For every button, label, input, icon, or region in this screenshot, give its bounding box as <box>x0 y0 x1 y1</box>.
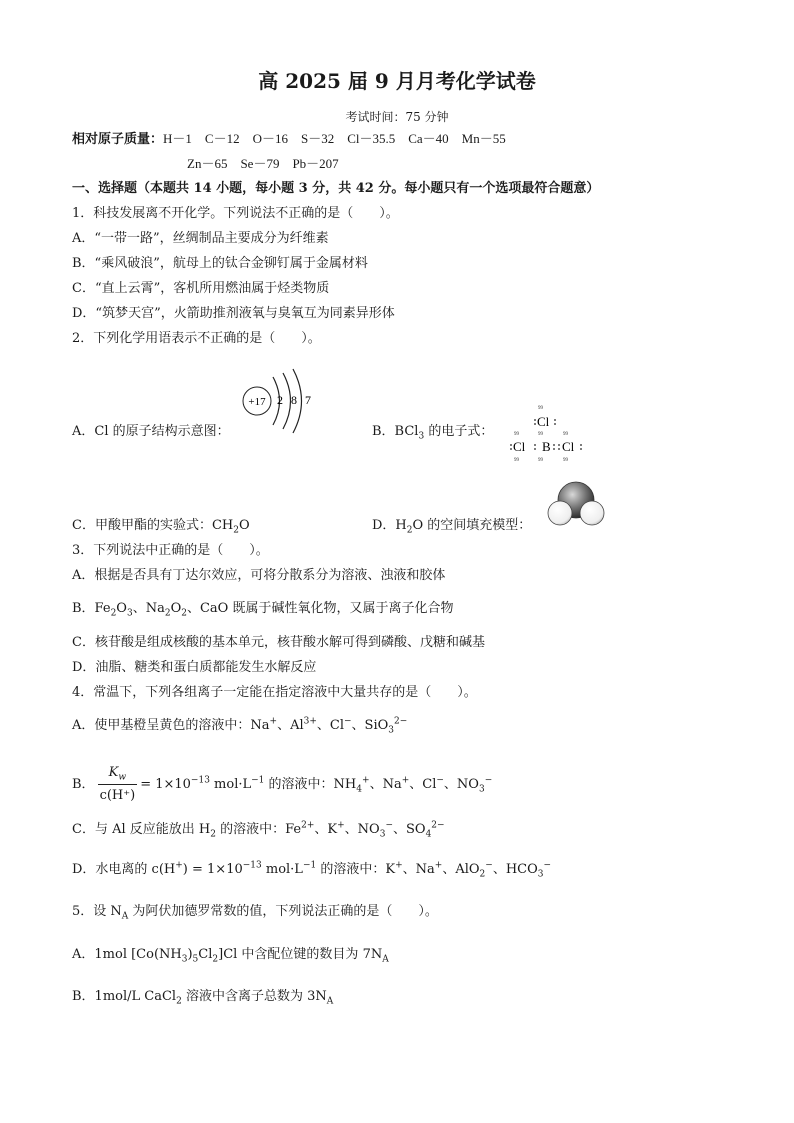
bcl3-boron: B <box>542 439 551 454</box>
svg-text:99: 99 <box>538 406 543 411</box>
water-space-filling-model <box>545 480 607 530</box>
q4-option-b: B． $\frac{K_w}{c(H^+)}$ = $1\times 10^{-13}$ $mol\cdot L^{-1}$ 的溶液中：$NH_4^+$、Na+、Cl−、$NO_3^-$ <box>72 762 492 807</box>
svg-text:99: 99 <box>538 458 543 463</box>
bcl3-cl-top: Cl <box>537 414 550 429</box>
section-heading: 一、选择题（本题共 14 小题，每小题 3 分，共 42 分。每小题只有一个选项最符合题意） <box>72 181 600 196</box>
svg-text:99: 99 <box>538 432 543 437</box>
exam-time: 考试时间：75 分钟 <box>345 110 449 124</box>
q3-option-b: B．$Fe_2O_3$、$Na_2O_2$、CaO 既属于碱性氧化物，又属于离子化合物 <box>72 601 454 619</box>
q2-stem: 2．下列化学用语表示不正确的是（ ）。 <box>72 331 321 346</box>
q2-option-a-label: A．Cl 的原子结构示意图： <box>72 424 230 439</box>
svg-text:99: 99 <box>563 458 568 463</box>
q2-option-c: C．甲酸甲酯的实验式：$CH_2O$ <box>72 518 250 536</box>
q2-option-b-label: B．BCl$_3$ 的电子式： <box>372 424 494 442</box>
cl-atom-structure-diagram <box>238 366 328 442</box>
cl-nucleus-charge: +17 <box>248 396 266 408</box>
svg-text:99: 99 <box>563 432 568 437</box>
svg-text:99: 99 <box>514 432 519 437</box>
q3-option-c: C．核苷酸是组成核酸的基本单元，核苷酸水解可得到磷酸、戊糖和碱基 <box>72 635 485 650</box>
q4-option-a: A．使甲基橙呈黄色的溶液中：Na+、$Al^{3+}$、Cl−、SiO$_3^{2-}$ <box>72 716 408 736</box>
q4-option-d: D．水电离的 $c(H^+) = 1\times 10^{-13}$ $mol\cdot L^{-1}$ 的溶液中：K+、Na+、AlO$_2$−、$HCO_3^-$ <box>72 860 552 880</box>
q5-option-b: B．1mol/L CaCl$_2$ 溶液中含离子总数为 $3N_A$ <box>72 989 334 1007</box>
bcl3-cl-right: Cl <box>562 439 575 454</box>
atomic-mass-values-1: H－1 C－12 O－16 S－32 Cl－35.5 Ca－40 Mn－55 <box>163 131 506 146</box>
q4-option-c: C．与 Al 反应能放出 $H_2$ 的溶液中：$Fe^{2+}$、K+、$NO_3^-$、$SO_4^{2-}$ <box>72 820 445 840</box>
svg-text:99: 99 <box>514 458 519 463</box>
q5-stem: 5．设 $N_A$ 为阿伏加德罗常数的值，下列说法正确的是（ ）。 <box>72 904 438 922</box>
q1-stem: 1．科技发展离不开化学。下列说法不正确的是（ ）。 <box>72 206 399 221</box>
q1-option-b: B．“乘风破浪”，航母上的钛合金铆钉属于金属材料 <box>72 256 368 271</box>
q5-option-a: A．1mol $[Co(NH_3)_5Cl_2]Cl$ 中含配位键的数目为 $7N_A$ <box>72 947 389 965</box>
q4-stem: 4．常温下，下列各组离子一定能在指定溶液中大量共存的是（ ）。 <box>72 685 477 700</box>
q3-stem: 3．下列说法中正确的是（ ）。 <box>72 543 269 558</box>
atomic-mass-row-2: Zn－65 Se－79 Pb－207 <box>187 156 339 171</box>
exam-title: 高 2025 届 9 月月考化学试卷 <box>258 69 536 93</box>
q1-option-a: A．“一带一路”，丝绸制品主要成分为纤维素 <box>72 231 329 246</box>
q1-option-c: C．“直上云霄”，客机所用燃油属于烃类物质 <box>72 281 330 296</box>
q2-option-d: D．$H_2O$ 的空间填充模型： <box>372 518 532 536</box>
q3-option-a: A．根据是否具有丁达尔效应，可将分散系分为溶液、浊液和胶体 <box>72 568 446 583</box>
atomic-mass-label: 相对原子质量： <box>72 132 164 147</box>
cl-shell-2: 8 <box>291 393 297 407</box>
bcl3-electron-formula <box>497 402 589 466</box>
cl-shell-1: 2 <box>277 393 283 407</box>
cl-shell-3: 7 <box>305 393 311 407</box>
kw-fraction: $\frac{K_w}{c(H^+)}$ <box>98 762 138 807</box>
q1-option-d: D．“筑梦天宫”，火箭助推剂液氧与臭氧互为同素异形体 <box>72 306 395 321</box>
atomic-mass-row-1 <box>72 131 506 148</box>
q3-option-d: D．油脂、糖类和蛋白质都能发生水解反应 <box>72 660 317 675</box>
bcl3-cl-left: Cl <box>513 439 526 454</box>
